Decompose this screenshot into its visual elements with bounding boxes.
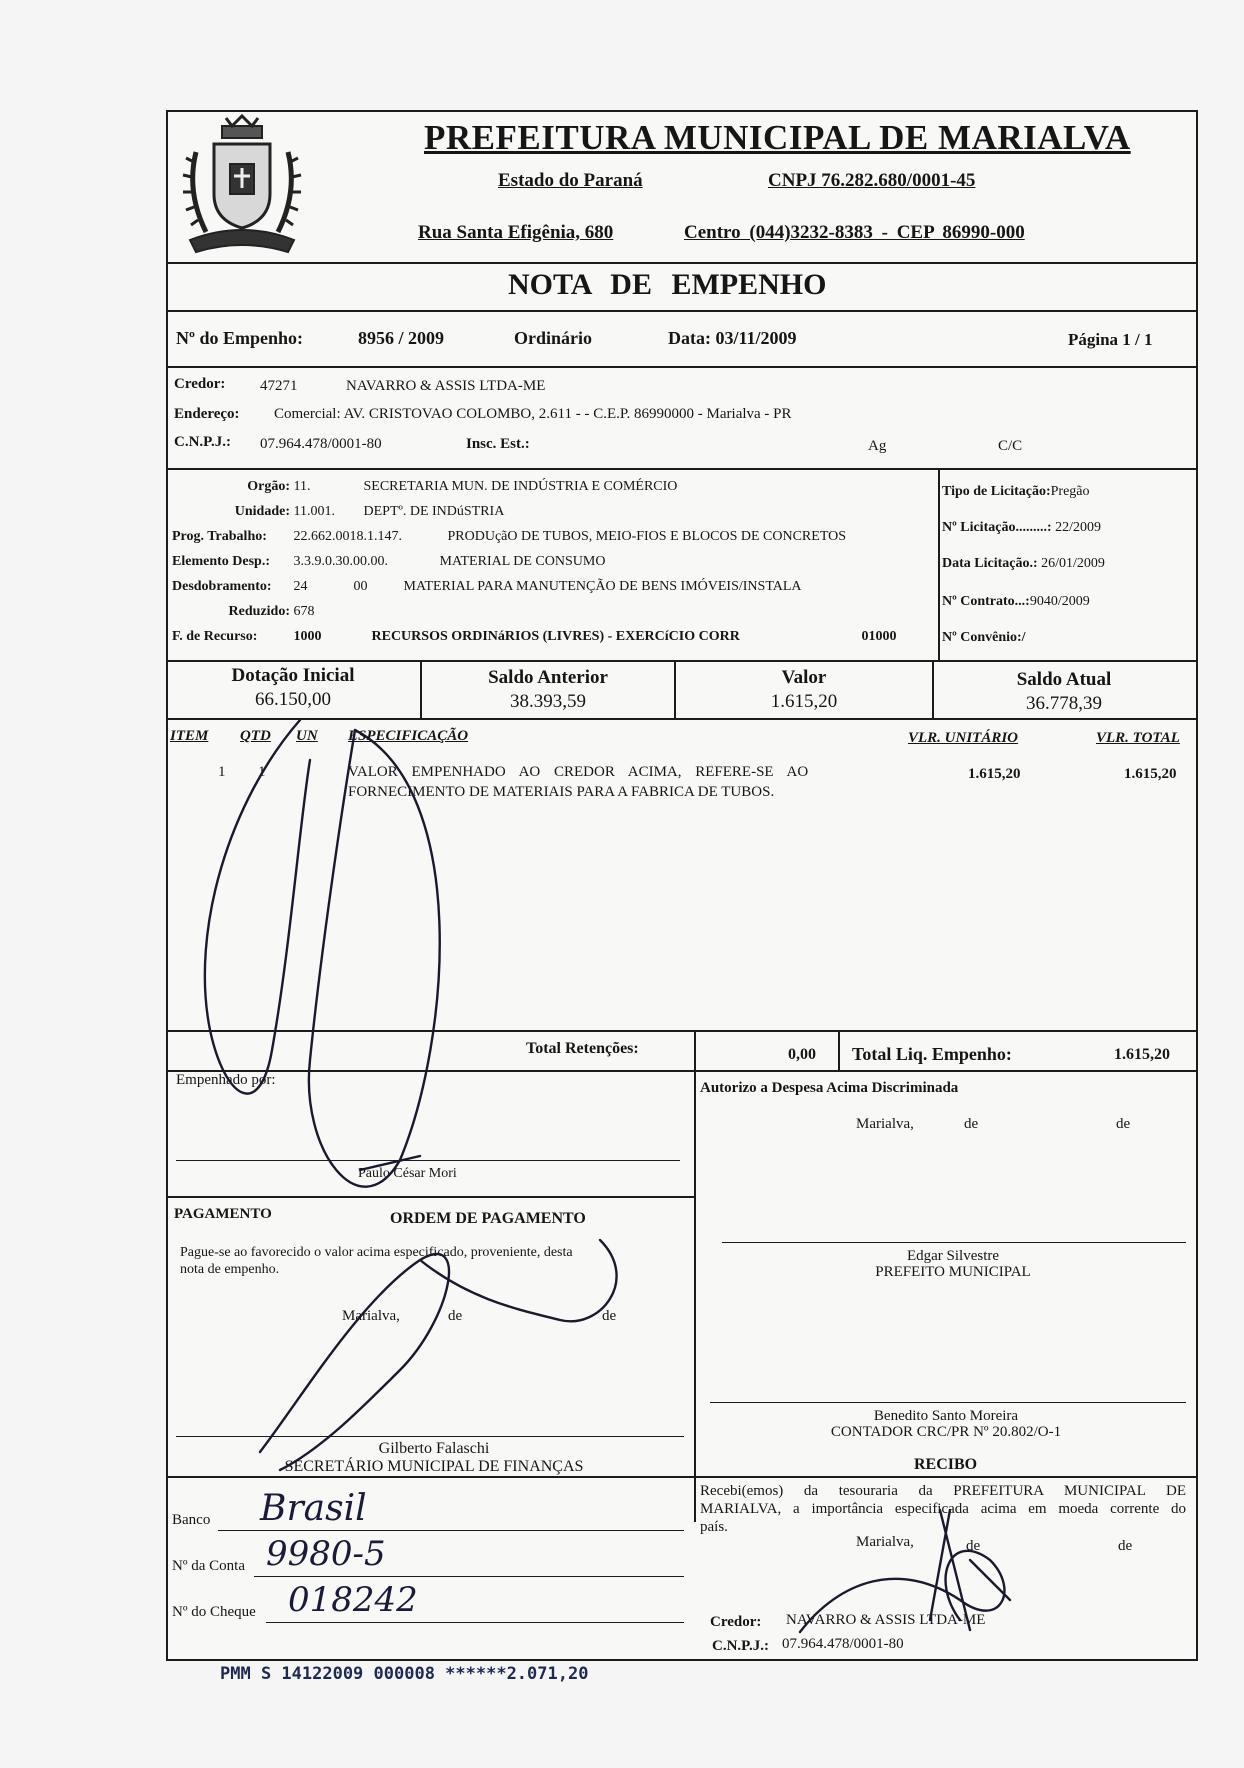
recibo-de-2: de xyxy=(1118,1538,1133,1554)
recibo-cnpj: 07.964.478/0001-80 xyxy=(782,1636,904,1652)
aut-city: Marialva, xyxy=(856,1116,914,1132)
signature-gilberto xyxy=(260,1240,617,1470)
recibo-text-2: MARIALVA, a importância especificada acima em moeda corrente do xyxy=(700,1501,1186,1517)
anterior-value: 38.393,59 xyxy=(510,691,586,712)
orgao-label: Orgão: xyxy=(247,479,290,494)
credor-cnpj: 07.964.478/0001-80 xyxy=(260,436,382,452)
pagamento-text-2: nota de empenho. xyxy=(180,1262,280,1277)
signature-recibo xyxy=(800,1510,1010,1632)
elem-code: 3.3.9.0.30.00.00. xyxy=(293,554,388,569)
reduzido-label: Reduzido: xyxy=(228,604,290,619)
atual-label: Saldo Atual xyxy=(1016,669,1112,690)
row-qtd: 1 xyxy=(258,764,266,780)
page-number: Página 1 / 1 xyxy=(1068,330,1153,349)
cheque-label: Nº do Cheque xyxy=(172,1604,256,1620)
address-label: Endereço: xyxy=(174,406,240,422)
row-desc-line1: VALOR EMPENHADO AO CREDOR ACIMA, REFERE-SE AO xyxy=(348,764,809,780)
conta-label: Nº da Conta xyxy=(172,1558,245,1574)
recibo-de-1: de xyxy=(966,1538,981,1554)
empenho-date: Data: 03/11/2009 xyxy=(668,328,797,348)
signature-paulo xyxy=(360,1156,420,1170)
desd-name: MATERIAL PARA MANUTENÇÃO DE BENS IMÓVEIS/INSTALA xyxy=(403,579,802,594)
secretario-cargo: SECRETÁRIO MUNICIPAL DE FINANÇAS xyxy=(284,1458,584,1475)
pagamento-label: PAGAMENTO xyxy=(174,1206,272,1222)
dotacao-value: 66.150,00 xyxy=(255,689,331,710)
cnpj-label: C.N.P.J.: xyxy=(174,434,231,450)
licitacao-date-label: Data Licitação.: xyxy=(942,556,1038,571)
cc-label: C/C xyxy=(998,438,1023,454)
tipo-label: Tipo de Licitação: xyxy=(942,484,1051,499)
licitacao-date: 26/01/2009 xyxy=(1041,556,1105,571)
row-desc-line2: FORNECIMENTO DE MATERIAIS PARA A FABRICA DE TUBOS. xyxy=(348,784,775,800)
credor-address: Comercial: AV. CRISTOVAO COLOMBO, 2.611 - - C.E.P. 86990000 - Marialva - PR xyxy=(274,406,792,422)
col-qtd: QTD xyxy=(240,728,271,744)
licitacao-num-label: Nº Licitação.........: xyxy=(942,520,1052,535)
recibo-text-1: Recebi(emos) da tesouraria da PREFEITURA MUNICIPAL DE xyxy=(700,1483,1186,1499)
cnpj-header: CNPJ 76.282.680/0001-45 xyxy=(768,170,976,191)
col-total: VLR. TOTAL xyxy=(1096,730,1180,746)
desd-sub: 00 xyxy=(353,579,368,594)
contact-header: Centro (044)3232-8383 - CEP 86990-000 xyxy=(684,222,1025,243)
banco-handwritten: Brasil xyxy=(260,1488,367,1529)
prog-label: Prog. Trabalho: xyxy=(172,529,267,544)
page-title: PREFEITURA MUNICIPAL DE MARIALVA xyxy=(424,118,1131,157)
desd-label: Desdobramento: xyxy=(172,579,272,594)
elem-name: MATERIAL DE CONSUMO xyxy=(439,554,606,569)
contrato-value: 9040/2009 xyxy=(1029,594,1090,609)
credor-label: Credor: xyxy=(174,376,226,392)
unidade-code: 11.001. xyxy=(293,504,335,519)
signature-oval xyxy=(309,730,440,1187)
empenhado-label: Empenhado por: xyxy=(176,1072,276,1088)
anterior-label: Saldo Anterior xyxy=(488,667,608,688)
contador-nome: Benedito Santo Moreira xyxy=(873,1408,1019,1424)
row-total-value: 1.615,20 xyxy=(1124,766,1177,782)
contrato-label: Nº Contrato...: xyxy=(942,594,1030,609)
footer-stamp: PMM S 14122009 000008 ******2.071,20 xyxy=(220,1664,589,1684)
cheque-handwritten: 018242 xyxy=(288,1580,418,1620)
row-unit-value: 1.615,20 xyxy=(968,766,1021,782)
liquido-label: Total Liq. Empenho: xyxy=(852,1044,1012,1064)
address-header: Rua Santa Efigênia, 680 xyxy=(418,222,614,243)
reduzido-code: 678 xyxy=(293,604,315,619)
insc-label: Insc. Est.: xyxy=(466,436,530,452)
recibo-city: Marialva, xyxy=(856,1534,914,1550)
empenhado-nome: Paulo César Mori xyxy=(358,1166,457,1181)
doc-title: NOTA DE EMPENHO xyxy=(508,268,827,301)
autorizo-label: Autorizo a Despesa Acima Discriminada xyxy=(700,1080,959,1096)
desd-code: 24 xyxy=(293,579,308,594)
orgao-name: SECRETARIA MUN. DE INDÚSTRIA E COMÉRCIO xyxy=(363,479,678,494)
pag-de-2: de xyxy=(602,1308,617,1324)
recibo-title: RECIBO xyxy=(914,1456,978,1473)
recurso-label: F. de Recurso: xyxy=(172,629,258,644)
valor-label: Valor xyxy=(781,667,827,688)
col-un: UN xyxy=(296,728,318,744)
credor-code: 47271 xyxy=(260,378,298,394)
aut-de-2: de xyxy=(1116,1116,1131,1132)
pag-de-1: de xyxy=(448,1308,463,1324)
credor-name: NAVARRO & ASSIS LTDA-ME xyxy=(346,378,546,394)
recibo-credor: NAVARRO & ASSIS LTDA-ME xyxy=(786,1612,986,1628)
empenho-number: 8956 / 2009 xyxy=(358,328,445,348)
col-item: ITEM xyxy=(170,728,209,744)
unidade-label: Unidade: xyxy=(234,504,290,519)
prefeito-nome: Edgar Silvestre xyxy=(906,1248,1000,1264)
secretario-nome: Gilberto Falaschi xyxy=(378,1440,490,1457)
convenio-label: Nº Convênio:/ xyxy=(942,630,1026,645)
retencoes-label: Total Retenções: xyxy=(526,1040,639,1057)
tipo-value: Pregão xyxy=(1050,484,1090,499)
valor-value: 1.615,20 xyxy=(770,691,838,712)
liquido-value: 1.615,20 xyxy=(1114,1046,1170,1063)
ag-label: Ag xyxy=(868,438,887,454)
atual-value: 36.778,39 xyxy=(1026,693,1102,714)
conta-handwritten: 9980-5 xyxy=(266,1534,386,1574)
pag-city: Marialva, xyxy=(342,1308,400,1324)
orgao-code: 11. xyxy=(293,479,311,494)
recibo-text-3: país. xyxy=(700,1519,728,1535)
empenho-type: Ordinário xyxy=(514,328,593,348)
col-unitario: VLR. UNITÁRIO xyxy=(908,730,1019,746)
signature-large-loop xyxy=(205,720,310,1094)
contador-cargo: CONTADOR CRC/PR Nº 20.802/O-1 xyxy=(830,1424,1062,1440)
empenho-label: Nº do Empenho: xyxy=(176,328,303,348)
recurso-name: RECURSOS ORDINáRIOS (LIVRES) - EXERCíCIO CORR xyxy=(371,629,740,644)
row-item: 1 xyxy=(218,764,226,780)
elem-label: Elemento Desp.: xyxy=(172,554,270,569)
aut-de-1: de xyxy=(964,1116,979,1132)
licitacao-num: 22/2009 xyxy=(1055,520,1101,535)
recurso-code: 1000 xyxy=(293,629,322,644)
col-especificacao: ESPECIFICAÇÃO xyxy=(348,728,469,744)
dotacao-label: Dotação Inicial xyxy=(231,665,355,686)
recurso-number: 01000 xyxy=(861,629,897,644)
banco-label: Banco xyxy=(172,1512,211,1528)
pagamento-text-1: Pague-se ao favorecido o valor acima especificado, proveniente, desta xyxy=(180,1245,573,1260)
recibo-credor-label: Credor: xyxy=(710,1614,762,1630)
state-label: Estado do Paraná xyxy=(498,170,643,191)
recibo-cnpj-label: C.N.P.J.: xyxy=(712,1638,769,1654)
prefeito-cargo: PREFEITO MUNICIPAL xyxy=(875,1264,1031,1280)
ordem-label: ORDEM DE PAGAMENTO xyxy=(390,1210,586,1227)
unidade-name: DEPTº. DE INDúSTRIA xyxy=(363,504,505,519)
prog-code: 22.662.0018.1.147. xyxy=(293,529,402,544)
prog-name: PRODUçãO DE TUBOS, MEIO-FIOS E BLOCOS DE CONCRETOS xyxy=(447,529,847,544)
retencoes-value: 0,00 xyxy=(788,1046,816,1063)
